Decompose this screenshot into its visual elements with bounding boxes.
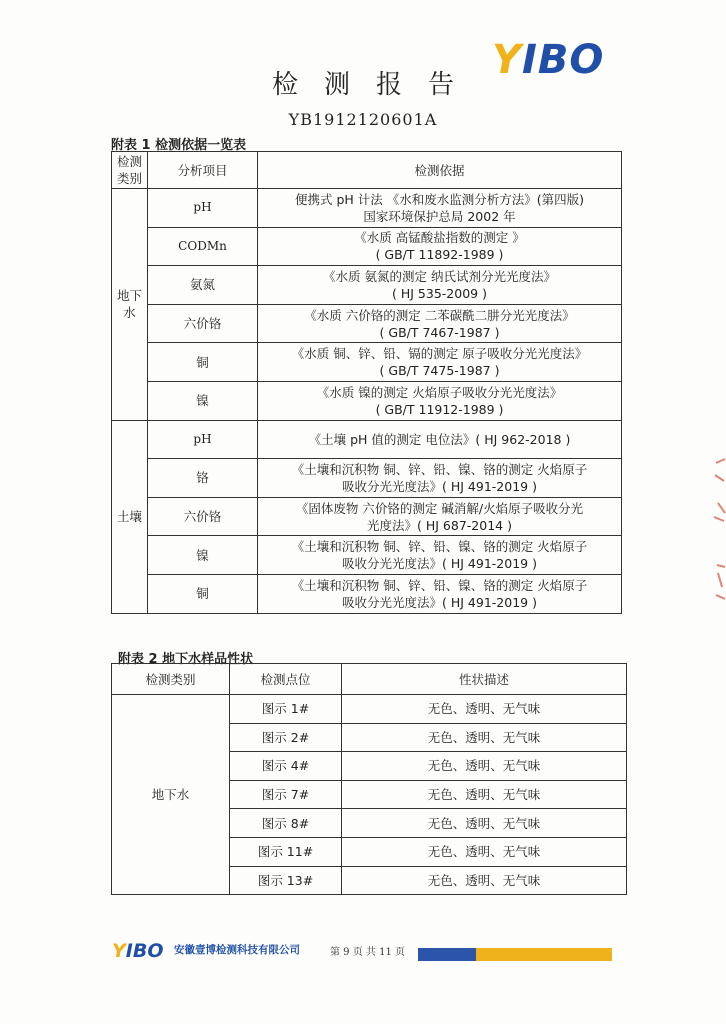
- table-cell-item: 六价铬: [148, 304, 258, 343]
- table-cell-point: 图示 4#: [230, 752, 342, 781]
- header-item: 分析项目: [148, 152, 258, 189]
- table-cell-item: pH: [148, 189, 258, 228]
- table-cell-basis: 《土壤和沉积物 铜、锌、铅、镍、铬的测定 火焰原子 吸收分光光度法》( HJ 491-2019 ): [258, 459, 622, 498]
- table-cell-point: 图示 2#: [230, 723, 342, 752]
- seal-stamp-edge: [712, 455, 726, 605]
- table-cell-point: 图示 1#: [230, 695, 342, 724]
- table-cell-desc: 无色、透明、无气味: [342, 866, 627, 895]
- report-number: YB1912120601A: [288, 110, 438, 129]
- basis-table: [111, 151, 622, 614]
- table-cell-basis: 《土壤 pH 值的测定 电位法》( HJ 962-2018 ): [258, 420, 622, 459]
- table-cell-point: 图示 13#: [230, 866, 342, 895]
- table-cell-desc: 无色、透明、无气味: [342, 780, 627, 809]
- category-soil: 土壤: [112, 420, 148, 613]
- table2-caption: 附表 2 地下水样品性状: [118, 652, 254, 667]
- table-cell-basis: 《土壤和沉积物 铜、锌、铅、镍、铬的测定 火焰原子 吸收分光光度法》( HJ 491-2019 ): [258, 536, 622, 575]
- header-basis: 检测依据: [258, 152, 622, 189]
- table-cell-item: 六价铬: [148, 497, 258, 536]
- table-cell-item: 铜: [148, 343, 258, 382]
- header-category: 检测类别: [112, 664, 230, 695]
- footer-company: 安徽壹博检测科技有限公司: [174, 944, 300, 956]
- table-cell-point: 图示 11#: [230, 837, 342, 866]
- yibo-logo: YIBO: [492, 37, 605, 83]
- table-cell-desc: 无色、透明、无气味: [342, 752, 627, 781]
- table-cell-item: 铜: [148, 574, 258, 613]
- table-cell-basis: 《水质 高锰酸盐指数的测定 》 ( GB/T 11892-1989 ): [258, 227, 622, 266]
- table-cell-basis: 便携式 pH 计法 《水和废水监测分析方法》(第四版) 国家环境保护总局 2002 年: [258, 189, 622, 228]
- table-cell-desc: 无色、透明、无气味: [342, 837, 627, 866]
- table-cell-item: 氨氮: [148, 266, 258, 305]
- table-cell-desc: 无色、透明、无气味: [342, 723, 627, 752]
- footer-logo: YIBO: [112, 940, 164, 962]
- category-groundwater: 地下水: [112, 695, 230, 895]
- table-cell-point: 图示 7#: [230, 780, 342, 809]
- category-groundwater: 地下 水: [112, 189, 148, 421]
- table-cell-basis: 《水质 六价铬的测定 二苯碳酰二肼分光光度法》 ( GB/T 7467-1987 ): [258, 304, 622, 343]
- table-cell-point: 图示 8#: [230, 809, 342, 838]
- page-number: 第 9 页 共 11 页: [330, 947, 405, 958]
- sample-table: [111, 663, 627, 895]
- table-cell-basis: 《水质 镍的测定 火焰原子吸收分光光度法》 ( GB/T 11912-1989 ): [258, 381, 622, 420]
- footer-bar-blue: [418, 948, 476, 961]
- table-cell-basis: 《土壤和沉积物 铜、锌、铅、镍、铬的测定 火焰原子 吸收分光光度法》( HJ 491-2019 ): [258, 574, 622, 613]
- table-cell-basis: 《固体废物 六价铬的测定 碱消解/火焰原子吸收分光 光度法》( HJ 687-2014 ): [258, 497, 622, 536]
- table-cell-item: 镍: [148, 536, 258, 575]
- header-point: 检测点位: [230, 664, 342, 695]
- page-title: 检测报告: [271, 70, 480, 100]
- table1-caption: 附表 1 检测依据一览表: [111, 138, 247, 153]
- table-cell-item: 镍: [148, 381, 258, 420]
- table-cell-item: CODMn: [148, 227, 258, 266]
- table-cell-desc: 无色、透明、无气味: [342, 809, 627, 838]
- footer-bar-yellow: [476, 948, 612, 961]
- table-cell-basis: 《水质 氨氮的测定 纳氏试剂分光光度法》 ( HJ 535-2009 ): [258, 266, 622, 305]
- header-desc: 性状描述: [342, 664, 627, 695]
- table-cell-item: 铬: [148, 459, 258, 498]
- table-cell-desc: 无色、透明、无气味: [342, 695, 627, 724]
- table-cell-basis: 《水质 铜、锌、铅、镉的测定 原子吸收分光光度法》 ( GB/T 7475-1987 ): [258, 343, 622, 382]
- header-category: 检测 类别: [112, 152, 148, 189]
- table-cell-item: pH: [148, 420, 258, 459]
